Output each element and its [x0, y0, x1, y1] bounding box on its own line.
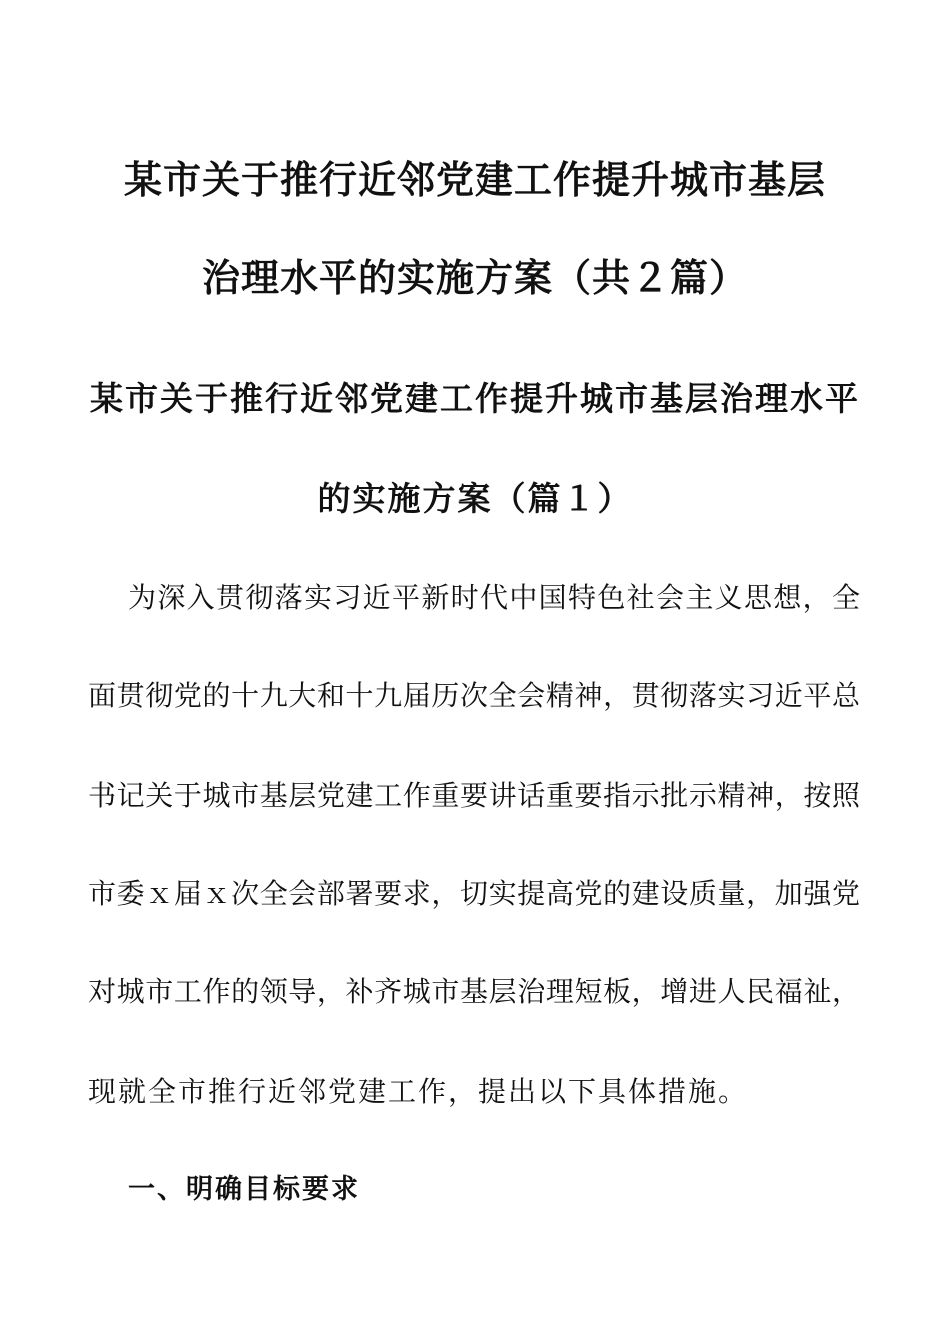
- sub-title-line-2: 的实施方案（篇１）: [317, 479, 633, 518]
- section-heading: 一、明确目标要求: [128, 1174, 360, 1205]
- paragraph-line-4: 市委ｘ届ｘ次全会部署要求，切实提高党的建设质量，加强党: [88, 877, 860, 910]
- main-title-line-2: 治理水平的实施方案（共２篇）: [201, 256, 748, 300]
- sub-title-line-1: 某市关于推行近邻党建工作提升城市基层治理水平: [90, 379, 860, 418]
- main-title-line-1: 某市关于推行近邻党建工作提升城市基层: [123, 158, 826, 202]
- paragraph-line-5: 对城市工作的领导，补齐城市基层治理短板，增进人民福祉，: [88, 975, 860, 1008]
- paragraph-line-1: 为深入贯彻落实习近平新时代中国特色社会主义思想，全: [128, 581, 860, 614]
- paragraph-line-2: 面贯彻党的十九大和十九届历次全会精神，贯彻落实习近平总: [88, 679, 860, 712]
- paragraph-line-3: 书记关于城市基层党建工作重要讲话重要指示批示精神，按照: [88, 779, 860, 812]
- paragraph-line-6: 现就全市推行近邻党建工作，提出以下具体措施。: [88, 1075, 749, 1108]
